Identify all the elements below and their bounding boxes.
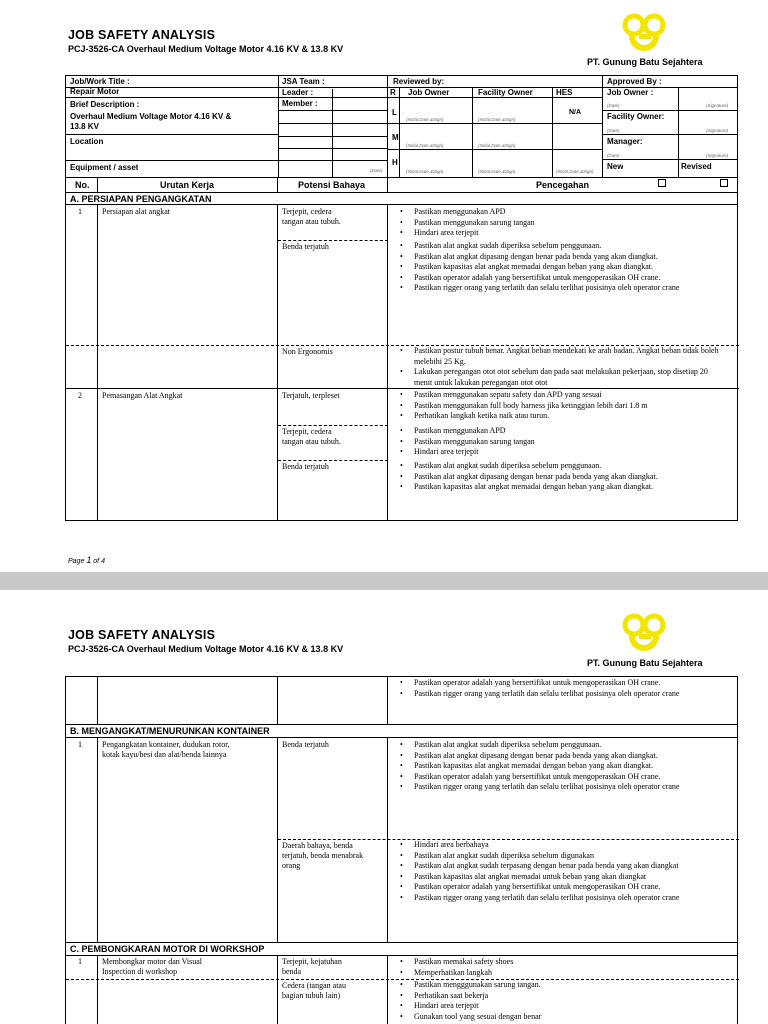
job-title-value: Repair Motor [70,87,120,96]
step-description: Pengangkatan kontainer, dudukan rotor, [102,740,230,749]
hazard-text: benda [282,967,302,976]
member-label: Member : [282,99,318,108]
document-subtitle: PCJ-3526-CA Overhaul Medium Voltage Motor 4.16 KV & 13.8 KV [68,44,344,54]
continuation-row [65,676,738,724]
precaution-item: • Pastikan alat angkat sudah diperiksa sebelum penggunaan. [396,740,726,751]
date-hint: (Date) [370,168,383,173]
hazard-text: Terjatuh, terpleset [282,391,340,400]
column-no: No. [75,180,90,190]
precaution-item: • Perhatikan saat bekerja [396,991,726,1002]
hazard-text: Terjepit, cedera [282,427,332,436]
precaution-item: • Pastikan postur tubuh benar. Angkat beban mendekati ke arah badan. Angkat beban tidak boleh melebihi 25 Kg. [396,346,726,367]
precaution-item: • Hindari area terjepit [396,228,726,239]
new-label: New [607,162,624,171]
step-number: 1 [78,740,82,749]
column-urutan-kerja: Urutan Kerja [160,180,215,190]
reviewed-by-label: Reviewed by: [393,77,445,86]
hazard-text: bagian tubuh lain) [282,991,341,1000]
section-a-heading: A. PERSIAPAN PENGANGKATAN [65,193,738,205]
precaution-item: • Pastikan menggunakan APD [396,207,726,218]
location-label: Location [70,137,104,146]
date-hint: (Date) [607,153,620,158]
precaution-list [396,461,726,493]
hazard-text: Benda terjatuh [282,740,329,749]
date-hint: (Date) [607,128,620,133]
precaution-list [396,390,726,422]
precaution-item: • Pastikan operator adalah yang bersertifikat untuk mengoperasikan OH crane. [396,678,726,689]
date-hint: (Date) [607,103,620,108]
hazard-text: orang [282,861,301,870]
precaution-list [396,740,726,793]
approved-manager-label: Manager: [607,137,643,146]
reviewed-hes-label: HES [556,88,573,97]
precaution-item: • Pastikan menggunakan sarung tangan [396,437,726,448]
precaution-list [396,840,726,904]
step-description: kotak kayu/besi dan alat/benda lainnya [102,750,227,759]
precaution-list [396,678,726,699]
brief-description-label: Brief Description : [70,100,140,109]
precaution-item: • Pastikan alat angkat dipasang dengan benar pada benda yang akan diangkat. [396,472,726,483]
precaution-list [396,241,726,294]
initial-hint: (Initial,Date,&Sign) [478,169,516,174]
hazard-text: Terjepit, kejatuhan [282,957,342,966]
precaution-item: • Pastikan rigger orang yang terlatih dan selalu terlihat posisinya oleh operator crane [396,893,726,904]
column-pencegahan: Pencegahan [536,180,590,190]
section-c-heading: C. PEMBONGKARAN MOTOR DI WORKSHOP [65,942,738,956]
hazard-text: tangan atau tubuh. [282,437,341,446]
company-name: PT. Gunung Batu Sejahtera [587,658,703,668]
initial-hint: (Initial,Date,&Sign) [478,117,516,122]
precaution-item: • Pastikan menggunakan sarung tangan [396,218,726,229]
precaution-item: • Pastikan rigger orang yang terlatih dan selalu terlihat posisinya oleh operator crane [396,689,726,700]
step-number: 1 [78,957,82,966]
approved-job-owner-label: Job Owner : [607,88,654,97]
approved-by-label: Approved By : [607,77,662,86]
revised-label: Revised [681,162,712,171]
company-name: PT. Gunung Batu Sejahtera [587,57,703,67]
initial-hint: (Initial,Date,&Sign) [478,143,516,148]
job-title-label: Job/Work Title : [70,77,130,86]
risk-m-label: M [392,133,399,142]
precaution-item: • Pastikan alat angkat sudah diperiksa sebelum digunakan [396,851,726,862]
signature-hint: (Signature) [706,128,729,133]
risk-h-label: H [392,158,398,167]
hazard-text: Daerah bahaya, benda [282,841,353,850]
equipment-label: Equipment / asset [70,163,139,172]
hazard-text: terjatuh, benda menabrak [282,851,364,860]
precaution-item: • Pastikan memakai safety shoes [396,957,726,968]
document-title: JOB SAFETY ANALYSIS [68,28,216,42]
risk-l-label: L [392,108,397,117]
jsa-body-page1 [65,205,738,521]
precaution-item: • Pastikan operator adalah yang bersertifikat untuk mengoperasikan OH crane. [396,882,726,893]
step-description: Membongkar motor dan Visual [102,957,203,966]
hes-na: N/A [569,109,582,116]
precaution-list [396,426,726,458]
signature-hint: (Signature) [706,103,729,108]
precaution-list [396,346,726,388]
hazard-text: Benda terjatuh [282,242,329,251]
signature-hint: (Signature) [706,153,729,158]
document-title: JOB SAFETY ANALYSIS [68,628,216,642]
precaution-list [396,207,726,239]
precaution-item: • Perhatikan langkah ketika naik atau turun. [396,411,726,422]
precaution-item: • Hindari area terjepit [396,447,726,458]
section-b-body [65,738,738,942]
precaution-item: • Memperhatikan langkah [396,968,726,979]
step-description: Inspection di workshop [102,967,178,976]
precaution-item: • Pastikan menggunakan sepatu safety dan APD yang sesuai [396,390,726,401]
precaution-item: • Pastikan kapasitas alat angkat memadai dengan beban yang akan diangkat. [396,482,726,493]
precaution-item: • Pastikan rigger orang yang terlatih dan selalu terlihat posisinya oleh operator crane [396,782,726,793]
precaution-item: • Pastikan menggunakan APD [396,426,726,437]
document-page-2 [0,590,768,1024]
hazard-text: Terjepit, cedera [282,207,332,216]
section-c-body [65,956,738,1024]
initial-hint: (Initial,Date,&Sign) [406,169,444,174]
reviewed-job-owner-label: Job Owner [408,88,450,97]
precaution-item: • Pastikan alat angkat sudah diperiksa sebelum penggunaan. [396,241,726,252]
new-checkbox[interactable] [658,179,666,187]
precaution-item: • Gunakan tool yang sesuai dengan benar [396,1012,726,1023]
column-header-row [65,177,738,193]
initial-hint: (Initial,Date,&Sign) [406,143,444,148]
approved-facility-owner-label: Facility Owner: [607,112,665,121]
hazard-text: Benda terjatuh [282,462,329,471]
precaution-item: • Pastikan kapasitas alat angkat memadai dengan beban yang akan diangkat. [396,262,726,273]
company-logo [620,612,670,656]
document-subtitle: PCJ-3526-CA Overhaul Medium Voltage Motor 4.16 KV & 13.8 KV [68,644,344,654]
brief-description-line2: 13.8 KV [70,122,99,131]
revised-checkbox[interactable] [720,179,728,187]
reviewed-r-label: R [390,88,396,97]
step-number: 1 [78,207,82,216]
precaution-item: • Pastikan kapasitas alat angkat memadai dengan beban yang akan diangkat. [396,761,726,772]
hazard-text: Non Ergonomis [282,347,333,356]
precaution-list [396,980,726,1022]
precaution-item: • Lakukan peregangan otot otot sebelum dan pada saat melakukan pekerjaan, stop disetiap 20 menit untuk lakukan peregangan otot otot [396,367,726,388]
hazard-text: Cedera (tangan atau [282,981,346,990]
precaution-item: • Pastikan alat angkat dipasang dengan benar pada benda yang akan diangkat. [396,751,726,762]
precaution-item: • Pastikan alat angkat dipasang dengan benar pada benda yang akan diangkat. [396,252,726,263]
leader-label: Leader : [282,88,314,97]
page-number: Page 1 of 4 [68,555,105,565]
section-b-heading: B. MENGANGKAT/MENURUNKAN KONTAINER [65,724,738,738]
jsa-info-table [65,75,738,178]
company-logo [620,12,670,56]
precaution-item: • Pastikan menggunakan full body harness jika ketinggian lebih dari 1.8 m [396,401,726,412]
jsa-team-label: JSA Team : [282,77,325,86]
hazard-text: tangan atau tubuh. [282,217,341,226]
precaution-item: • Pastikan alat angkat sudah terpasang dengan benar pada benda yang akan diangkat [396,861,726,872]
step-description: Pemasangan Alat Angkat [102,391,183,400]
precaution-item: • Pastikan rigger orang yang terlatih dan selalu terlihat posisinya oleh operator crane [396,283,726,294]
precaution-item: • Pastikan operator adalah yang bersertifikat untuk mengoperasikan OH crane. [396,772,726,783]
initial-hint: (Initial,Date,&Sign) [406,117,444,122]
precaution-item: • Pastikan operator adalah yang bersertifikat untuk mengoperasikan OH crane. [396,273,726,284]
precaution-item: • Pastikan alat angkat sudah diperiksa sebelum penggunaan. [396,461,726,472]
precaution-item: • Pastikan mengggunakan sarung tangan. [396,980,726,991]
column-potensi-bahaya: Potensi Bahaya [298,180,366,190]
step-description: Persiapan alat angkat [102,207,170,216]
brief-description-line1: Overhaul Medium Voltage Motor 4.16 KV & [70,112,232,121]
precaution-list [396,957,726,978]
precaution-item: • Hindari area berbahaya [396,840,726,851]
reviewed-facility-owner-label: Facility Owner [478,88,533,97]
precaution-item: • Hindari area terjepit [396,1001,726,1012]
precaution-item: • Pastikan kapasitas alat angkat memadai untuk beban yang akan diangkat [396,872,726,883]
initial-hint: (Initial,Date,&Sign) [556,169,594,174]
step-number: 2 [78,391,82,400]
